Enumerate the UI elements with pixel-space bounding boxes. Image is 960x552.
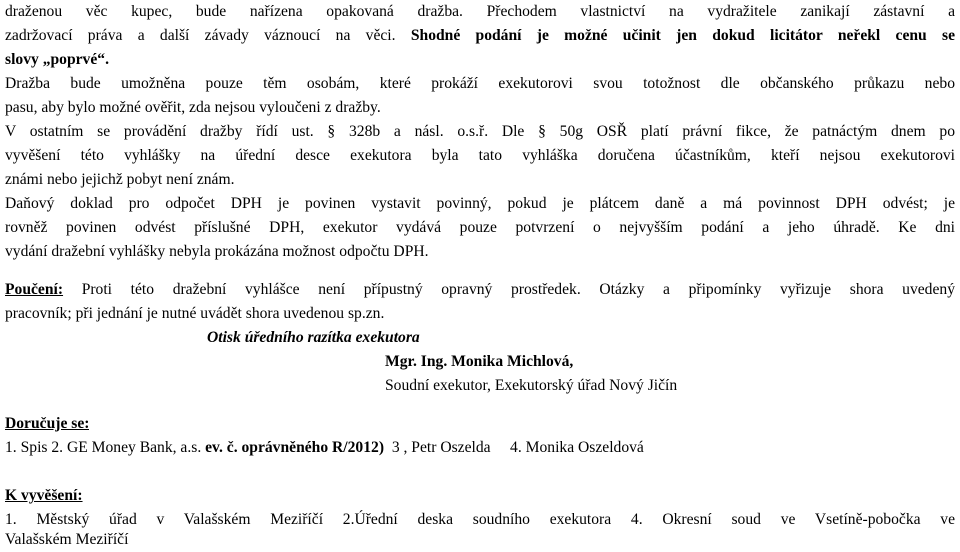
vat-paragraph-line-1: Daňový doklad pro odpočet DPH je povinen vystavit povinný, pokud je plátcem daně a má povinnost DPH odvést; je: [5, 195, 955, 212]
auction-text-line-2: [5, 24, 955, 48]
instruction-text: Proti této dražební vyhlášce není přípustný opravný prostředek. Otázky a připomínky vyřizuje shora uvedený: [63, 281, 955, 298]
delivery-recipients-end: 3 , Petr Oszelda 4. Monika Oszeldová: [384, 439, 644, 456]
signatory-title: Soudní exekutor, Exekutorský úřad Nový Jičín: [385, 377, 678, 394]
legal-fiction-line-1: V ostatním se provádění dražby řídí ust. § 328b a násl. o.s.ř. Dle § 50g OSŘ platí právní fikce, že patnáctým dnem po: [5, 123, 955, 140]
equal-bid-rule: Shodné podání je možné učinit jen dokud licitátor neřekl cenu se: [410, 27, 955, 44]
legal-fiction-line-2: vyvěšení této vyhlášky na úřední desce exekutora byla tato vyhláška doručena účastníkům, kteří nejsou exekutorovi: [5, 147, 955, 164]
delivery-heading: Doručuje se:: [5, 415, 90, 432]
creditor-reference: ev. č. oprávněného R/2012): [205, 439, 385, 456]
legal-fiction-line-3: známi nebo jejichž pobyt není znám.: [5, 171, 235, 188]
signatory-name: Mgr. Ing. Monika Michlová,: [385, 353, 574, 370]
posting-heading: K vyvěšení:: [5, 487, 83, 504]
instruction-line-2: pracovník; při jednání je nutné uvádět shora uvedenou sp.zn.: [5, 305, 385, 322]
posting-line-1: 1. Městský úřad v Valašském Meziříčí 2.Úřední deska soudního exekutora 4. Okresní soud ve Vsetíně-pobočka ve: [5, 511, 955, 528]
instruction-label: Poučení:: [5, 281, 64, 298]
identity-paragraph-line-2: pasu, aby bylo možné ověřit, zda nejsou vyloučeni z dražby.: [5, 99, 381, 116]
posting-line-2: Valašském Meziříčí: [5, 531, 129, 548]
auction-text-line-1: draženou věc kupec, bude nařízena opakovaná dražba. Přechodem vlastnictví na vydražitele zanikají zástavní a: [5, 3, 955, 20]
instruction-line-1: [5, 278, 955, 302]
delivery-recipients: [5, 436, 955, 460]
vat-paragraph-line-2: rovněž povinen odvést příslušné DPH, exekutor vydává pouze potvrzení o nejvyšším podání a jeho úhradě. Ke dni: [5, 219, 955, 236]
equal-bid-rule-end: slovy „poprvé“.: [5, 51, 109, 68]
stamp-caption: Otisk úředního razítka exekutora: [207, 329, 420, 346]
auction-text-line-2-start: zadržovací práva a další závady váznoucí na věci.: [5, 27, 396, 44]
vat-paragraph-line-3: vydání dražební vyhlášky nebyla prokázána možnost odpočtu DPH.: [5, 243, 429, 260]
identity-paragraph-line-1: Dražba bude umožněna pouze těm osobám, které prokáží exekutorovi svou totožnost dle občanského průkazu nebo: [5, 75, 955, 92]
delivery-recipients-start: 1. Spis 2. GE Money Bank, a.s.: [5, 439, 206, 456]
